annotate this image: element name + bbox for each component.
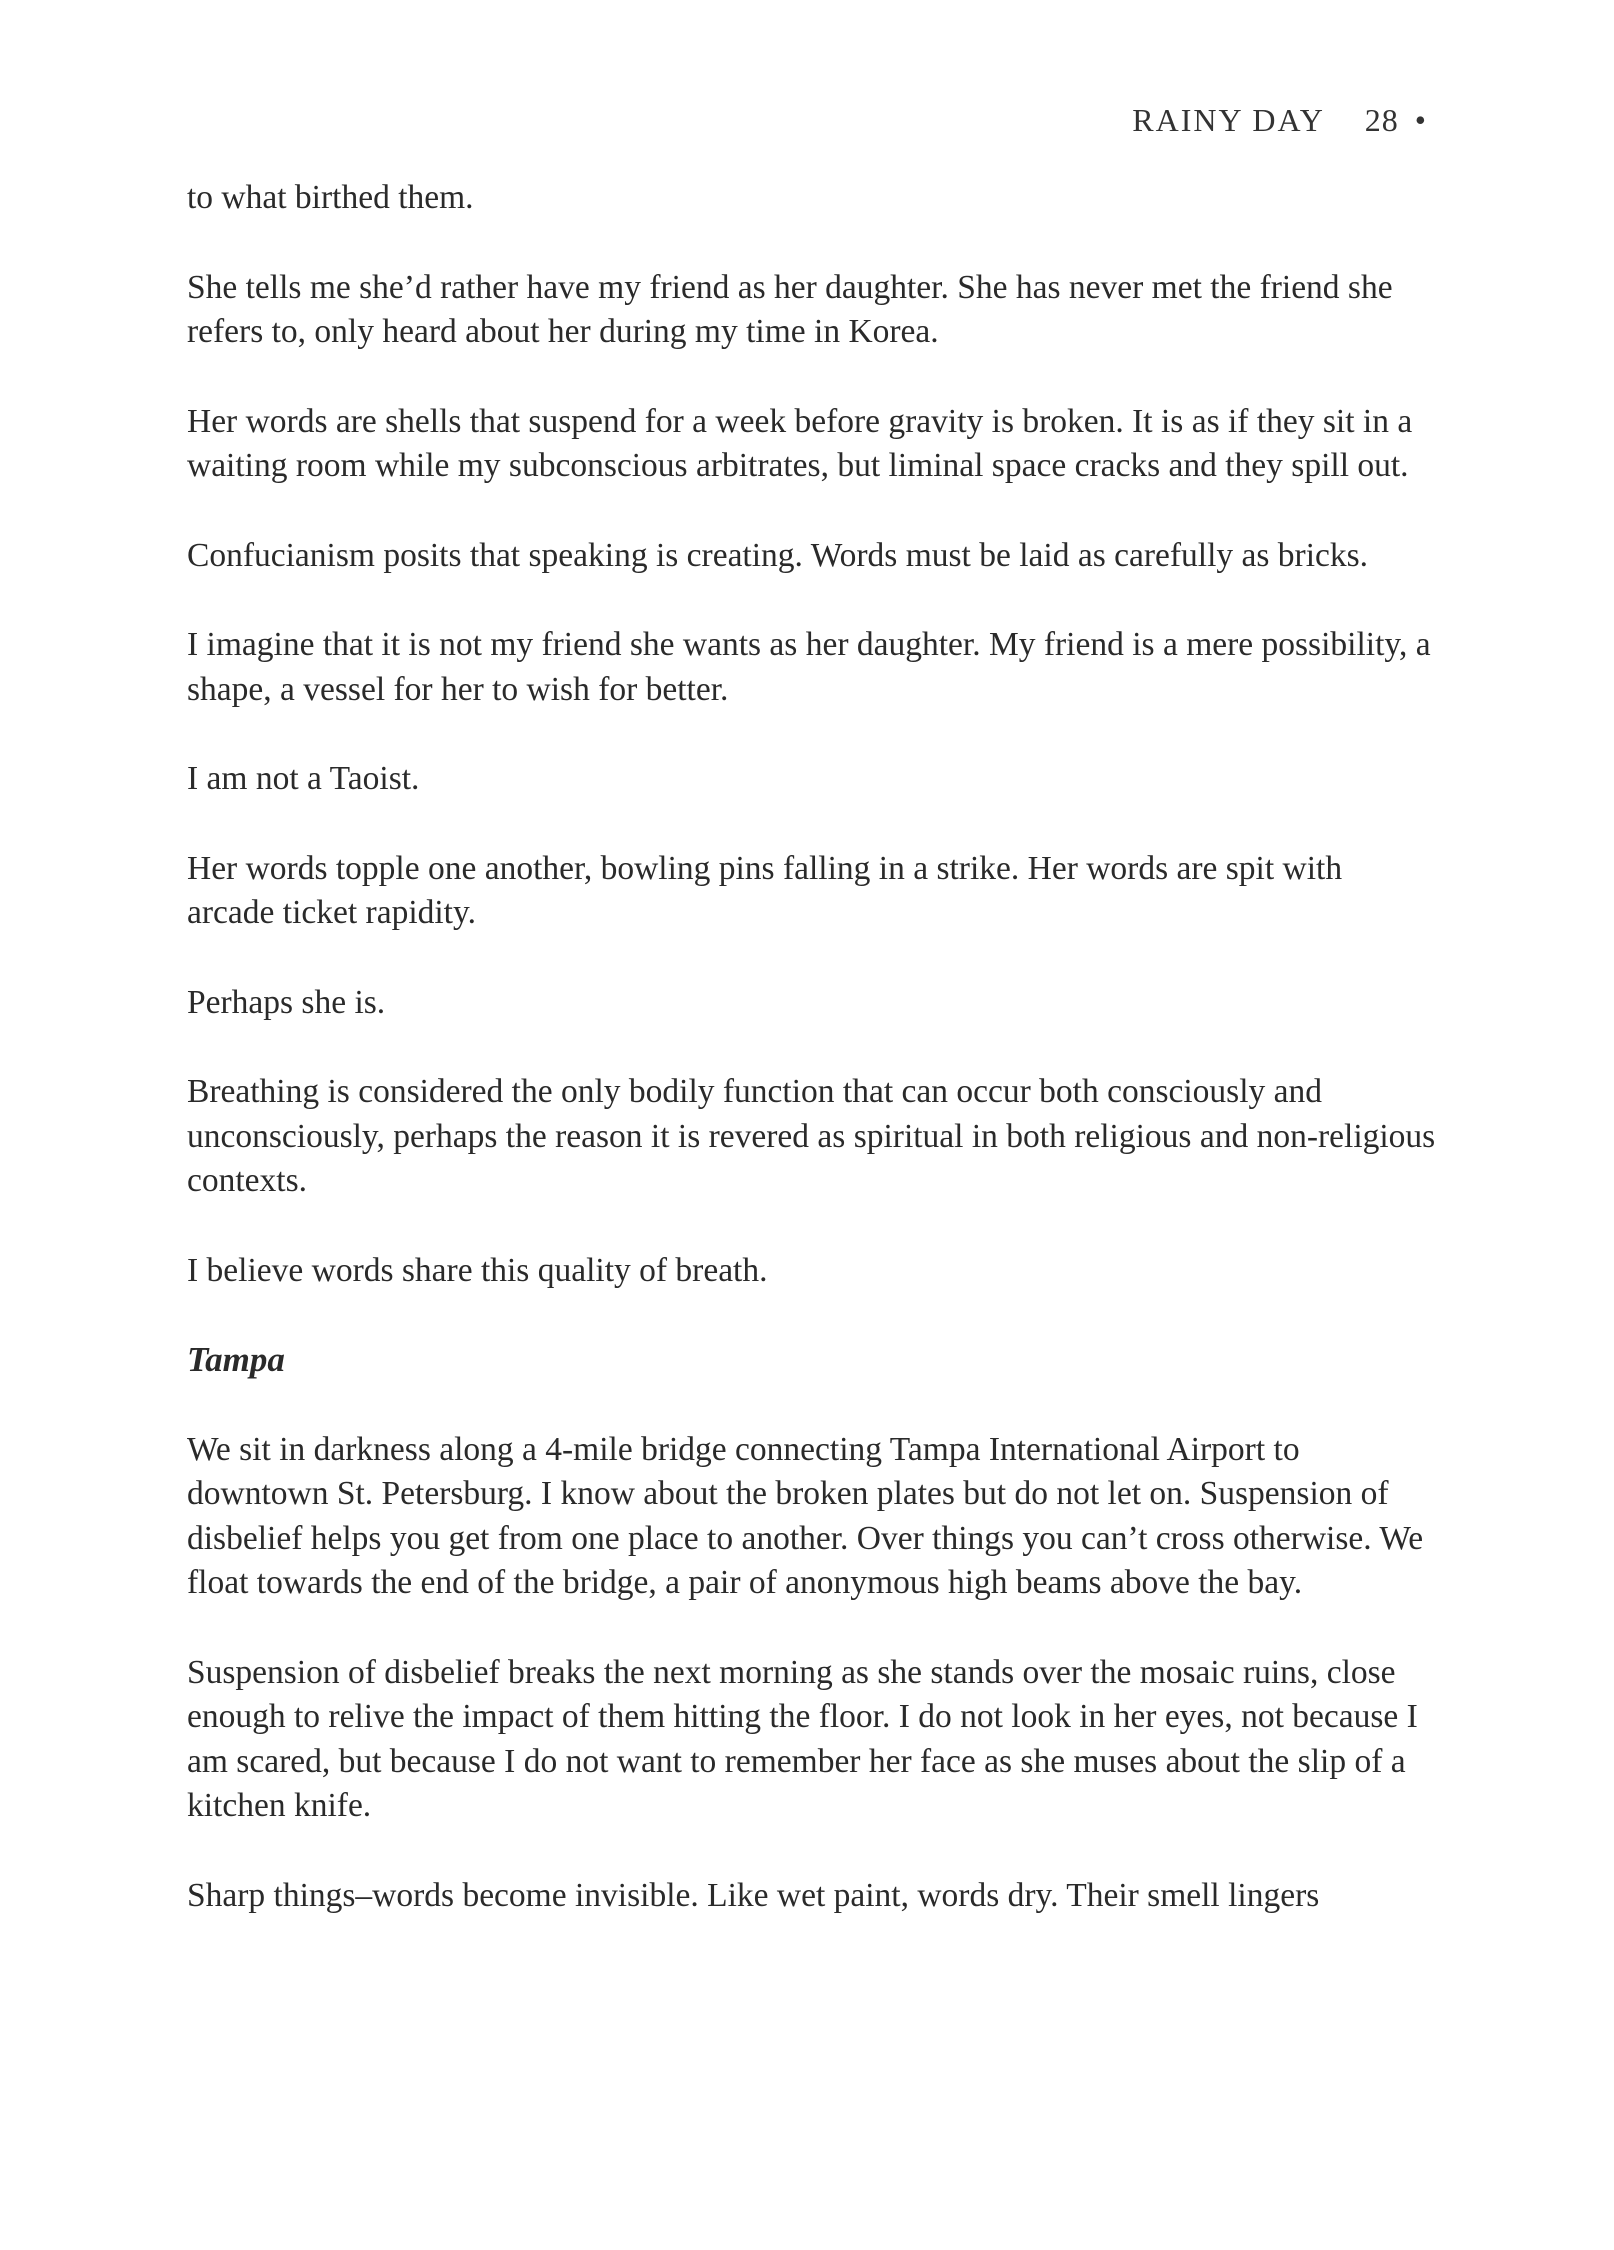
- paragraph: Perhaps she is.: [187, 983, 386, 1021]
- header-bullet: •: [1414, 102, 1428, 138]
- paragraph: Breathing is considered the only bodily function that can occur both consciously and unconsciously, perhaps the reason it is revered as spiritual in both religious and non-religious contexts.: [187, 1073, 1436, 1199]
- body-text: [187, 176, 1437, 1963]
- running-title: RAINY DAY: [1132, 102, 1325, 138]
- running-header: [1132, 102, 1428, 139]
- paragraph: Confucianism posits that speaking is creating. Words must be laid as carefully as bricks.: [187, 536, 1369, 574]
- page-number: 28: [1364, 102, 1399, 138]
- paragraph: I believe words share this quality of breath.: [187, 1251, 768, 1289]
- paragraph: Sharp things–words become invisible. Like wet paint, words dry. Their smell lingers: [187, 1876, 1320, 1914]
- paragraph: to what birthed them.: [187, 179, 474, 216]
- paragraph: Suspension of disbelief breaks the next morning as she stands over the mosaic ruins, close enough to relive the impact of them hitting the floor. I do not look in her eyes, not because I am scared, but because I do not want to remember her face as she muses about the slip of a kitchen knife.: [187, 1653, 1418, 1824]
- paragraph: I am not a Taoist.: [187, 760, 420, 797]
- paragraph: Her words topple one another, bowling pins falling in a strike. Her words are spit with arcade ticket rapidity.: [187, 849, 1343, 931]
- section-heading: Tampa: [187, 1340, 285, 1379]
- paragraph: Her words are shells that suspend for a week before gravity is broken. It is as if they sit in a waiting room while my subconscious arbitrates, but liminal space cracks and they spill out.: [187, 402, 1413, 484]
- paragraph: I imagine that it is not my friend she wants as her daughter. My friend is a mere possibility, a shape, a vessel for her to wish for better.: [187, 626, 1431, 708]
- paragraph: We sit in darkness along a 4-mile bridge connecting Tampa International Airport to downtown St. Petersburg. I know about the broken plates but do not let on. Suspension of disbelief helps you get from one place to another. Over things you can’t cross otherwise. We float towards the end of the bridge, a pair of anonymous high beams above the bay.: [187, 1430, 1424, 1601]
- paragraph: She tells me she’d rather have my friend as her daughter. She has never met the friend she refers to, only heard about her during my time in Korea.: [187, 268, 1393, 350]
